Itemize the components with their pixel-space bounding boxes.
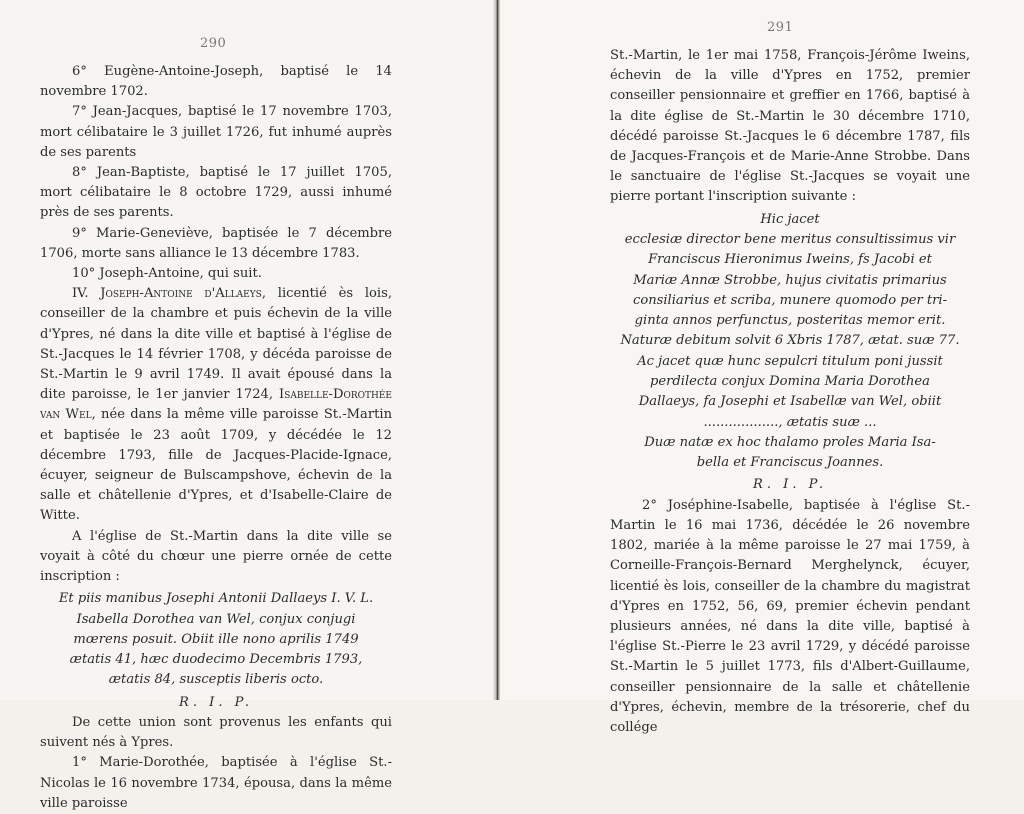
- left-page: [0, 0, 498, 811]
- inscription-line: ginta annos perfunctus, posteritas memor erit.: [634, 313, 946, 329]
- inscription-line: Naturæ debitum solvit 6 Xbris 1787, ætat. suæ 77.: [620, 333, 960, 349]
- rip-mark: R. I. P.: [753, 477, 827, 493]
- rip-mark: R. I. P.: [179, 694, 253, 710]
- paragraph-text: , née dans la même ville paroisse St.-Martin et baptisée le 23 août 1709, y décédée le 12 décembre 1793, fille de Jacques-Placide-Ignace, écuyer, seigneur de Bulscampshove, échevin de la salle et châtellenie d'Ypres, et d'Isabelle-Claire de Witte.: [40, 407, 393, 524]
- inscription-line: Ac jacet quæ hunc sepulcri titulum poni jussit: [637, 353, 943, 369]
- inscription-line: bella et Franciscus Joannes.: [696, 455, 884, 471]
- inscription-line: ætatis 41, hæc duodecimo Decembris 1793,: [69, 652, 363, 668]
- right-page-text: [610, 46, 970, 738]
- paragraph: 7° Jean-Jacques, baptisé le 17 novembre 1703, mort célibataire le 3 juillet 1726, fut inhumé auprès de ses parents: [40, 104, 392, 160]
- paragraph: 8° Jean-Baptiste, baptisé le 17 juillet 1705, mort célibataire le 8 octobre 1729, aussi inhumé près de ses parents.: [40, 165, 392, 221]
- inscription-line: Isabella Dorothea van Wel, conjux conjugi: [76, 611, 356, 627]
- inscription-line: mœrens posuit. Obiit ille nono aprilis 1749: [73, 631, 359, 647]
- inscription-line: Mariæ Annæ Strobbe, hujus civitatis primarius: [633, 272, 947, 288]
- inscription-line: ætatis 84, susceptis liberis octo.: [108, 672, 324, 688]
- latin-inscription: [610, 210, 970, 474]
- paragraph-text: , licentié ès lois, conseiller de la chambre et puis échevin de la ville d'Ypres, né dans la dite ville et baptisé à l'église de St.-Jacques le 14 février 1708, y décéda paroisse de St.-Martin le 9 avril 1749. Il avait épousé dans la dite paroisse, le 1er janvier 1724,: [40, 286, 392, 403]
- paragraph: De cette union sont provenus les enfants qui suivent nés à Ypres.: [40, 714, 392, 751]
- inscription-line: Hic jacet: [760, 211, 820, 227]
- paragraph: 10° Joseph-Antoine, qui suit.: [72, 266, 262, 282]
- latin-inscription: [40, 589, 392, 690]
- paragraph: 2° Joséphine-Isabelle, baptisée à l'église St.-Martin le 16 mai 1736, décédée le 26 novembre 1802, mariée à la même paroisse le 27 mai 1759, à Corneille-François-Bernard Merghelynck, écuyer, licentié ès lois, conseiller de la chambre du magistrat d'Ypres en 1752, 56, 69, premier échevin pendant plusieurs années, né dans la dite ville, baptisé à l'église St.-Pierre le 23 avril 1729, y décédé paroisse St.-Martin le 5 juillet 1773, fils d'Albert-Guillaume, conseiller pensionnaire de la salle et châtellenie d'Ypres, échevin, membre de la trésorerie, chef du collége: [610, 497, 970, 735]
- person-name: Joseph-Antoine d'Allaeys: [100, 286, 262, 302]
- paragraph: A l'église de St.-Martin dans la dite ville se voyait à côté du chœur une pierre ornée de cette inscription :: [40, 528, 392, 585]
- inscription-line: Duæ natæ ex hoc thalamo proles Maria Isa-: [644, 434, 936, 450]
- spouse-name: Isabelle-Dorothée van Wel: [40, 387, 392, 423]
- right-page: [500, 0, 1024, 735]
- inscription-line: .................., ætatis suæ ...: [703, 414, 877, 430]
- paragraph-iv: [40, 284, 392, 526]
- paragraph: St.-Martin, le 1er mai 1758, François-Jérôme Iweins, échevin de la ville d'Ypres en 1752, premier conseiller pensionnaire et greffier en 1766, baptisé à la dite église de St.-Martin le 30 décembre 1710, décédé paroisse St.-Jacques le 6 décembre 1787, fils de Jacques-François et de Marie-Anne Strobbe. Dans le sanctuaire de l'église St.-Jacques se voyait une pierre portant l'inscription suivante :: [610, 48, 970, 205]
- page-number-left: 290: [200, 36, 227, 51]
- inscription-line: Dallaeys, fa Josephi et Isabellæ van Wel, obiit: [638, 394, 942, 410]
- paragraph: 9° Marie-Geneviève, baptisée le 7 décembre 1706, morte sans alliance le 13 décembre 1783.: [40, 225, 392, 261]
- inscription-line: ecclesiæ director bene meritus consultissimus vir: [624, 231, 956, 247]
- paragraph: 1° Marie-Dorothée, baptisée à l'église St.-Nicolas le 16 novembre 1734, épousa, dans la même ville paroisse: [40, 755, 392, 811]
- inscription-line: consiliarius et scriba, munere quomodo per tri-: [633, 292, 947, 308]
- page-number-right: 291: [767, 20, 794, 35]
- paragraph: 6° Eugène-Antoine-Joseph, baptisé le 14 novembre 1702.: [40, 64, 392, 100]
- inscription-line: Franciscus Hieronimus Iweins, fs Jacobi et: [648, 252, 932, 268]
- left-page-text: [40, 62, 392, 814]
- generation-number: IV.: [72, 286, 101, 302]
- inscription-line: Et piis manibus Josephi Antonii Dallaeys I. V. L.: [58, 591, 374, 607]
- inscription-line: perdilecta conjux Domina Maria Dorothea: [650, 374, 930, 389]
